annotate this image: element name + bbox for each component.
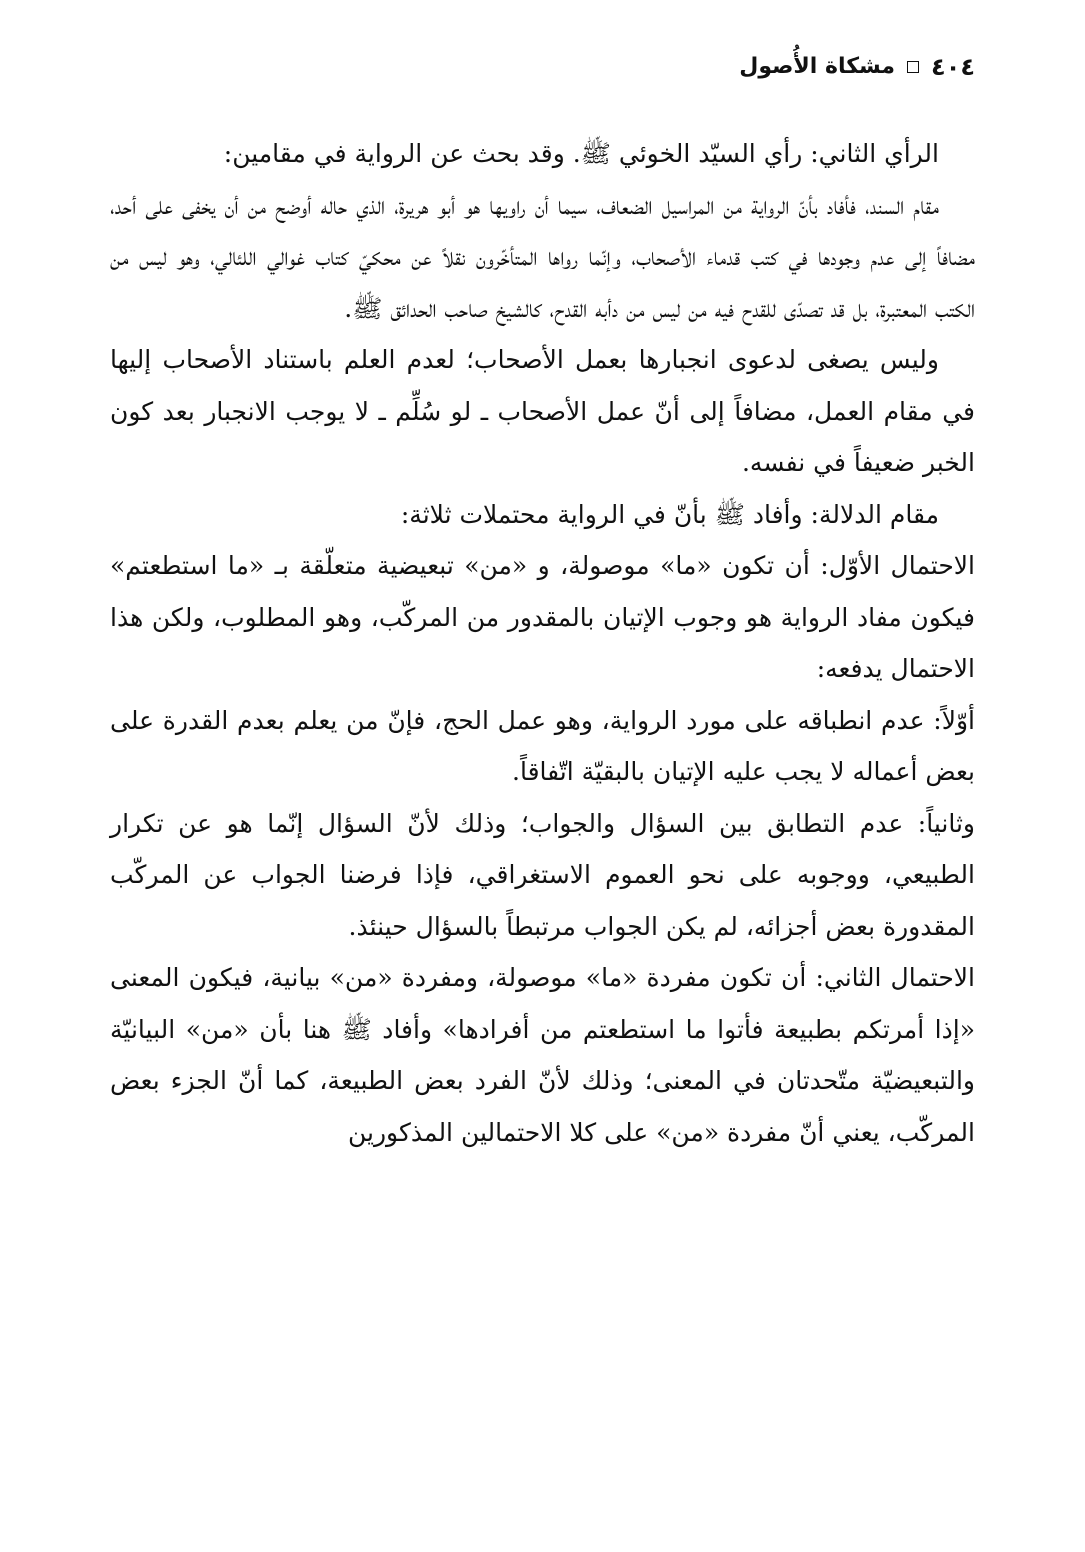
paragraph: مقام السند، فأفاد بأنّ الرواية من المراسيل الضعاف، سيما أن راويها هو أبو هريرة، الذي حاله أوضح من أن يخفى على أحد، مضافاً إلى عدم وجودها في كتب قدماء الأصحاب، وإنّما رواها المتأخّرون نقلاً عن محكيّ كتاب غوالي اللئالي، وهو ليس من الكتب المعتبرة، بل قد تصدّى للقدح فيه من ليس من دأبه القدح، كالشيخ صاحب الحدائق ﷺ. [110, 190, 975, 323]
paragraph: أوّلاً: عدم انطباقه على مورد الرواية، وهو عمل الحج، فإنّ من يعلم بعدم القدرة على بعض أعماله لا يجب عليه الإتيان بالبقيّة اتّفاقاً. [110, 705, 975, 786]
paragraph: مقام الدلالة: وأفاد ﷺ بأنّ في الرواية محتملات ثلاثة: [400, 499, 939, 529]
paragraph: الرأي الثاني: رأي السيّد الخوئي ﷺ. وقد بحث عن الرواية في مقامين: [223, 139, 939, 168]
running-header [739, 52, 975, 82]
paragraph: وليس يصغى لدعوى انجبارها بعمل الأصحاب؛ لعدم العلم باستناد الأصحاب إليها في مقام العمل، مضافاً إلى أنّ عمل الأصحاب ـ لو سُلِّم ـ لا يوجب الانجبار بعد كون الخبر ضعيفاً في نفسه. [110, 345, 975, 477]
paragraph: الاحتمال الأوّل: أن تكون «ما» موصولة، و «من» تبعيضية متعلّقة بـ «ما استطعتم» فيكون مفاد الرواية هو وجوب الإتيان بالمقدور من المركّب، وهو المطلوب، ولكن هذا الاحتمال يدفعه: [110, 551, 975, 683]
paragraph: وثانياً: عدم التطابق بين السؤال والجواب؛ وذلك لأنّ السؤال إنّما هو عن تكرار الطبيعي، ووجوبه على نحو العموم الاستغراقي، فإذا فرضنا الجواب عن المركّب المقدورة بعض أجزائه، لم يكن الجواب مرتبطاً بالسؤال حينئذ. [110, 808, 975, 941]
book-title: مشكاة الأُصول [739, 54, 896, 79]
paragraph: الاحتمال الثاني: أن تكون مفردة «ما» موصولة، ومفردة «من» بيانية، فيكون المعنى «إذا أمرتكم بطبيعة فأتوا ما استطعتم من أفرادها» وأفاد ﷺ هنا بأن «من» البيانيّة والتبعيضيّة متّحدتان في المعنى؛ وذلك لأنّ الفرد بعض الطبيعة، كما أنّ الجزء بعض المركّب، يعني أنّ مفردة «من» على كلا الاحتمالين المذكورين [110, 963, 975, 1147]
separator-square-icon [907, 61, 919, 73]
body-text [110, 128, 975, 1158]
page-number: ٤٠٤ [931, 53, 975, 81]
